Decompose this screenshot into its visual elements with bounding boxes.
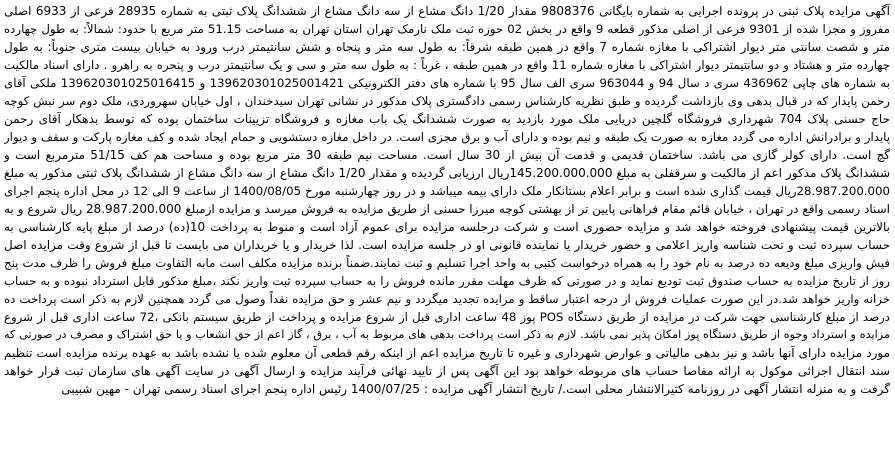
- notice-line-11: 28.987.200.000ریال قیمت گذاری شده است و برابر اعلام بستانکار ملک دارای بیمه میباشد و در روز چهارشنبه مورخ 1400/08/05 از ساعت 9 الی 12 در محل اداره پنجم اجرای: [4, 184, 890, 198]
- notice-line-19: مزایده و استرداد وجوه از طریق دستگاه پوز امکان پذیر نمی باشد. لازم به ذکر است پرداخت بدهی های مربوط به آب ، برق ، گاز اعم از حق انشعاب و یا حق اشتراک و مصرف در صورتی که: [4, 328, 890, 341]
- notice-line-6: رحمن پایدار که در قبال بدهی وی بازداشت گردیده و طبق نظریه کارشناس رسمی دادگستری پلاک مذکور در نشانی تهران سیدخندان ، اول خیابان سهروردی، ملک دوم سر نبش کوچه: [4, 94, 890, 108]
- notice-line-5: به شماره های چاپی 436962 سری د سال 94 و 963044 سری الف سال 95 با شماره های دفتر الکترونیکی 139620301025001421 و 139620301025016415 ملکی آقای: [4, 76, 890, 90]
- notice-line-2: مفروز و مجزا شده از 9301 فرعی از اصلی مذکور قطعه 9 واقع در بخش 02 حوزه ثبت ملک نارمک تهران استان تهران به مساحت 51.15 متر مربع با حدود: شمالاً: به طول چهارده: [4, 22, 890, 36]
- notice-line-9: گچ است. دارای کولر گازی می باشد. ساختمان قدیمی و قدمت آن بیش از 30 سال است. مساحت نیم طبقه 30 متر مربع بوده و مساحت هم کف 51/15 مترمربع است و: [4, 148, 890, 162]
- notice-line-14: حساب سپرده ثبت و تحت شناسه واریز اعلامی و حضور خریدار یا نماینده قانونی او در جلسه مزایده است. لذا خریدار و یا خریداران می بایست تا قبل از شروع وقت مزایده اصل: [4, 238, 890, 252]
- notice-line-21: سند انتقال اجرائی موکول به ارائه مفاصا حساب های مربوطه خواهد بود این آگهی پس از تایید نهائی فرآیند مزایده و ارسال آگهی در سایت آگهی های سازمان ثبت قرار خواهد: [4, 364, 890, 378]
- notice-line-1: آگهی مزایده پلاک ثبتی در پرونده اجرایی به شماره بایگانی 9808376 مقدار 1/20 دانگ مشاع از سه دانگ مشاع از ششدانگ پلاک ثبتی به شماره 28935 فرعی از 6933 اصلی: [4, 4, 890, 18]
- notice-line-3: متر و شصت سانتی متر دیوار اشتراکی با مغازه شماره 7 واقع در همین طبقه شرقاً: به طول سه متر و پنجاه و شش سانتیمتر درب ورود به خیابان بیست متری جنوباً: به طول: [4, 40, 890, 54]
- notice-line-7: حاج حسنی پلاک 704 شهرداری فروشگاه گلچین دریایی ملک مورد بازدید به صورت ششدانگ یک باب مغازه و فروشگاه تزیینات ساختمان بوده که توسط بدهکار آقای رحمن: [4, 112, 890, 126]
- notice-line-18: درصد از مبلغ کارشناسی جهت شرکت در مزایده از طریق دستگاه POS پوز 48 ساعت اداری قبل از شروع مزایده و پرداخت از طریق سیستم بانکی ،72 ساعت اداری قبل از شروع: [4, 310, 890, 324]
- notice-line-16: روز از تاریخ مزایده به حساب صندوق ثبت تودیع نماید و در صورتی که ظرف مهلت مقرر مانده فروش را به حساب سپرده ثبت واریز نکند ،مبلغ مذکور قابل استرداد نبوده و به حساب: [4, 274, 890, 288]
- notice-line-10: ششدانگ پلاک مذکور اعم از مالکیت و سرقفلی به مبلغ 145.200.000.000ریال ارزیابی گردیده و مقدار 1/20 دانگ مشاع از سه دانگ مشاع از ششدانگ پلاک ثبتی مذکور به مبلغ: [4, 166, 890, 180]
- notice-line-20: مورد مزایده دارای آنها باشد و نیز بدهی مالیاتی و عوارض شهرداری و غیره تا تاریخ مزایده اعم از اینکه رقم قطعی آن معلوم شده یا نشده باشد به عهده برنده مزایده است تنظیم: [4, 346, 890, 360]
- notice-line-12: اسناد رسمی واقع در تهران ، خیابان قائم مقام فراهانی پایین تر از بهشتی کوچه میرزا حسنی از طریق مزایده به فروش میرسد و مزایده ازمبلغ 28.987.200.000 ریال شروع و به: [4, 202, 890, 216]
- notice-line-4: چهارده متر و هشتاد و دو سانتیمتر دیوار اشتراکی با مغازه شماره 11 واقع در همین طبقه ، غرباً : به طول سه متر و سی و یک سانتیمتر درب و پنجره به راهرو . دارای اسناد مالکیت: [4, 58, 890, 72]
- auction-notice: [4, 2, 890, 449]
- notice-line-22: گرفت و به منزله انتشار آگهی در روزنامه کثیرالانتشار محلی است./ تاریخ انتشار آگهی مزایده : 1400/07/25 رئیس اداره پنجم اجرای اسناد رسمی تهران - مهین شبیبی: [61, 382, 890, 396]
- notice-line-17: خزانه واریز خواهد شد.در این صورت عملیات فروش از درجه اعتبار ساقط و مزایده تجدید میگردد و نیم عشر و حق مزایده نقداً وصول می گردد همچنین لازم به ذکر است پرداخت ده: [4, 292, 890, 306]
- notice-line-8: پایدار و برادرانش اداره می گردد مغازه به صورت یک طبقه و نیم بوده و دارای آب و برق مجزی است. در داخل مغازه دستشویی و حمام ایجاد شده و کف مغازه پارکت و سقف و دیوار: [4, 130, 890, 144]
- notice-line-15: فیش واریزی مبلغ ودیعه ده درصد به نام خود را به همراه درخواست کتبی به واحد اجرا تسلیم و ثبت نمایند.ضمناً برنده مزایده مکلف است مابه التفاوت مبلغ فروش را ظرف مدت پنج: [4, 256, 890, 270]
- notice-line-13: بالاترین قیمت پیشنهادی فروخته خواهد شد و مزایده حضوری است و شرکت درجلسه مزایده برای عموم آزاد است و منوط به پرداخت 10(ده) درصد از مبلغ پایه کارشناسی به: [4, 220, 890, 234]
